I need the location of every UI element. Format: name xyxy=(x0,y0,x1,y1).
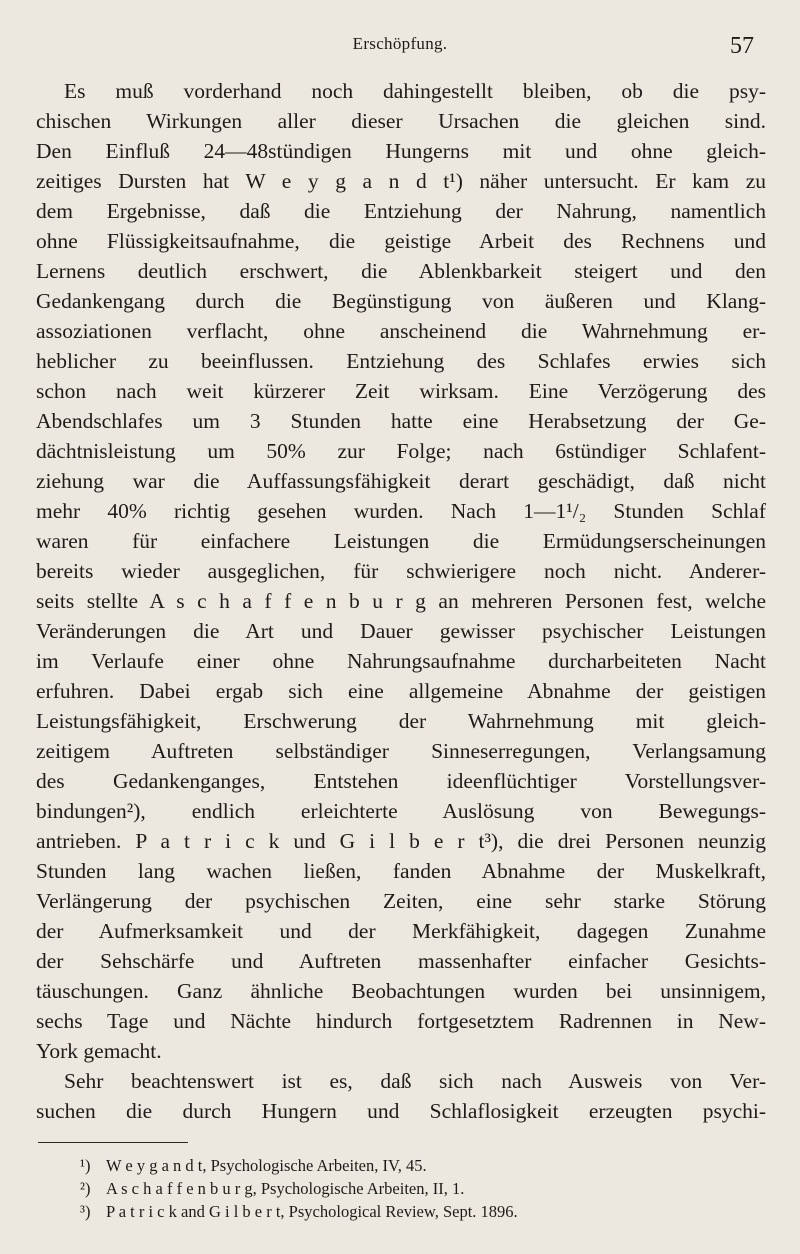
text-line: dem Ergebnisse, daß die Entziehung der Nahrung, namentlich xyxy=(36,199,766,223)
text-line: Gedankengang durch die Begünstigung von äußeren und Klang- xyxy=(36,289,766,313)
text-line: erfuhren. Dabei ergab sich eine allgemeine Abnahme der geistigen xyxy=(36,679,766,703)
text-line: antrieben. P a t r i c k und G i l b e r t³), die drei Personen neunzig xyxy=(36,829,766,853)
footnote-mark: ²) xyxy=(80,1179,91,1198)
text-line: ohne Flüssigkeitsaufnahme, die geistige Arbeit des Rechnens und xyxy=(36,229,766,253)
footnote-text: W e y g a n d t, Psychologische Arbeiten, IV, 45. xyxy=(106,1156,427,1175)
text-line: im Verlaufe einer ohne Nahrungsaufnahme durcharbeiteten Nacht xyxy=(36,649,766,673)
text-line: Abendschlafes um 3 Stunden hatte eine Herabsetzung der Ge- xyxy=(36,409,766,433)
footnote-mark: ³) xyxy=(80,1202,91,1221)
text-line: Lernens deutlich erschwert, die Ablenkbarkeit steigert und den xyxy=(36,259,766,283)
text-line: Sehr beachtenswert ist es, daß sich nach Ausweis von Ver- xyxy=(64,1069,766,1093)
text-line: schon nach weit kürzerer Zeit wirksam. Eine Verzögerung des xyxy=(36,379,766,403)
footnotes xyxy=(80,1154,518,1223)
footnote xyxy=(80,1200,518,1223)
footnote xyxy=(80,1154,518,1177)
footnote-mark: ¹) xyxy=(80,1156,91,1175)
text-line: suchen die durch Hungern und Schlaflosigkeit erzeugten psychi- xyxy=(36,1099,766,1123)
text-line: chischen Wirkungen aller dieser Ursachen die gleichen sind. xyxy=(36,109,766,133)
text-line: zeitigem Auftreten selbständiger Sinneserregungen, Verlangsamung xyxy=(36,739,766,763)
text-line: Leistungsfähigkeit, Erschwerung der Wahrnehmung mit gleich- xyxy=(36,709,766,733)
text-line: heblicher zu beeinflussen. Entziehung des Schlafes erwies sich xyxy=(36,349,766,373)
text-line: Stunden lang wachen ließen, fanden Abnahme der Muskelkraft, xyxy=(36,859,766,883)
text-line: ziehung war die Auffassungsfähigkeit derart geschädigt, daß nicht xyxy=(36,469,766,493)
text-line: Den Einfluß 24—48stündigen Hungerns mit und ohne gleich- xyxy=(36,139,766,163)
text-line: assoziationen verflacht, ohne anscheinend die Wahrnehmung er- xyxy=(36,319,766,343)
text-line: zeitiges Dursten hat W e y g a n d t¹) näher untersucht. Er kam zu xyxy=(36,169,766,193)
running-head: Erschöpfung. xyxy=(352,34,448,53)
text-line: der Sehschärfe und Auftreten massenhafter einfacher Gesichts- xyxy=(36,949,766,973)
text-line: täuschungen. Ganz ähnliche Beobachtungen wurden bei unsinnigem, xyxy=(36,979,766,1003)
text-line: Verlängerung der psychischen Zeiten, eine sehr starke Störung xyxy=(36,889,766,913)
text-line: seits stellte A s c h a f f e n b u r g an mehreren Personen fest, welche xyxy=(36,589,766,613)
text-line: York gemacht. xyxy=(36,1039,162,1063)
text-line: waren für einfachere Leistungen die Ermüdungserscheinungen xyxy=(36,529,766,553)
text-line: der Aufmerksamkeit und der Merkfähigkeit, dagegen Zunahme xyxy=(36,919,766,943)
footnote-text: P a t r i c k and G i l b e r t, Psychological Review, Sept. 1896. xyxy=(106,1202,518,1221)
footnote-text: A s c h a f f e n b u r g, Psychologische Arbeiten, II, 1. xyxy=(106,1179,465,1198)
footnote-rule xyxy=(38,1142,188,1143)
page-number: 57 xyxy=(730,33,754,59)
text-line: Veränderungen die Art und Dauer gewisser psychischer Leistungen xyxy=(36,619,766,643)
body-text xyxy=(36,76,766,1126)
text-line: sechs Tage und Nächte hindurch fortgesetztem Radrennen in New- xyxy=(36,1009,766,1033)
footnote xyxy=(80,1177,518,1200)
text-line: bereits wieder ausgeglichen, für schwierigere noch nicht. Anderer- xyxy=(36,559,766,583)
text-line: dächtnisleistung um 50% zur Folge; nach 6stündiger Schlafent- xyxy=(36,439,766,463)
text-line: mehr 40% richtig gesehen wurden. Nach 1—1¹/₂ Stunden Schlaf xyxy=(36,499,766,523)
text-line: bindungen²), endlich erleichterte Auslösung von Bewegungs- xyxy=(36,799,766,823)
text-line: Es muß vorderhand noch dahingestellt bleiben, ob die psy- xyxy=(64,79,766,103)
text-line: des Gedankenganges, Entstehen ideenflüchtiger Vorstellungsver- xyxy=(36,769,766,793)
